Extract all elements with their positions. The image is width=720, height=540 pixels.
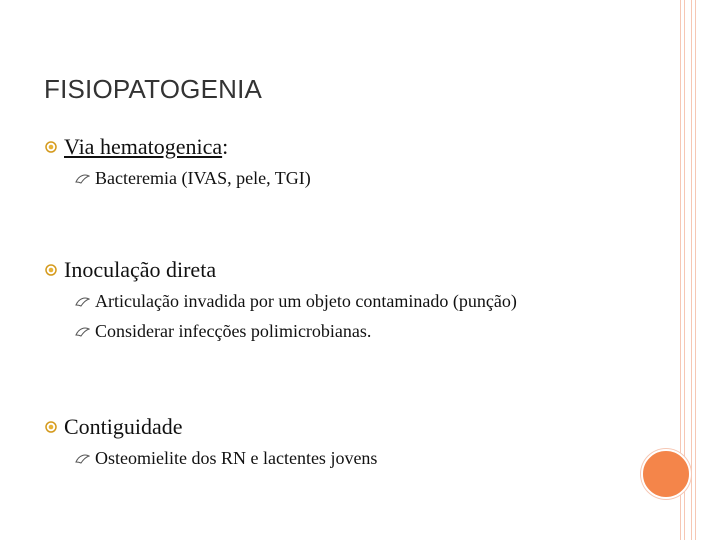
border-line <box>695 0 696 540</box>
sub-item: Articulação invadida por um objeto contaminado (punção) <box>95 291 517 311</box>
leaf-bullet-icon <box>75 297 90 307</box>
decorative-circle <box>641 449 691 499</box>
leaf-bullet-icon <box>75 174 90 184</box>
sub-item: Considerar infecções polimicrobianas. <box>95 321 372 341</box>
leaf-bullet-icon <box>75 454 90 464</box>
leaf-bullet-icon <box>75 327 90 337</box>
slide-title: FISIOPATOGENIA <box>44 74 263 104</box>
item-suffix: : <box>222 134 229 159</box>
sub-item: Bacteremia (IVAS, pele, TGI) <box>95 168 311 188</box>
sub-item: Osteomielite dos RN e lactentes jovens <box>95 448 378 468</box>
bullet-item-1 <box>64 134 228 160</box>
item-text: Via hematogenica <box>64 134 223 159</box>
sun-bullet-icon <box>44 420 58 434</box>
sun-bullet-icon <box>44 140 58 154</box>
sun-bullet-icon <box>44 263 58 277</box>
border-line <box>691 0 692 540</box>
bullet-item-2: Inoculação direta <box>64 257 217 282</box>
bullet-item-3: Contiguidade <box>64 414 183 439</box>
